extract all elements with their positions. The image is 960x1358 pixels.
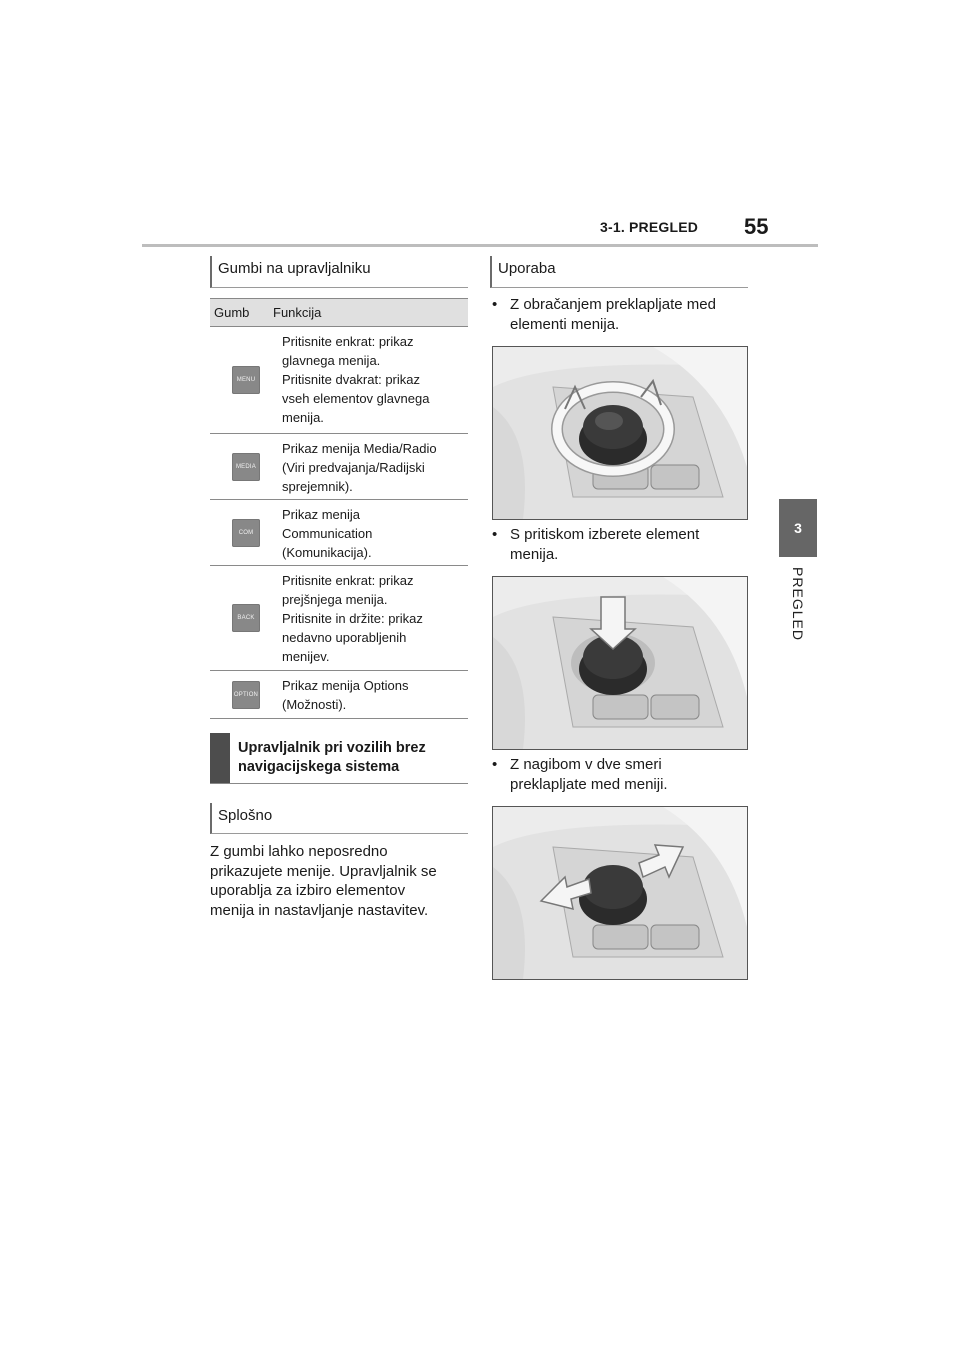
chapter-label: PREGLED xyxy=(790,567,806,641)
illustration-press xyxy=(492,576,748,750)
table-row xyxy=(210,434,468,500)
row-text: Pritisnite enkrat: prikaz xyxy=(282,573,414,588)
paragraph-line: uporablja za izbiro elementov xyxy=(210,882,406,899)
section-title: 3-1. PREGLED xyxy=(600,219,699,235)
illustration-rotate xyxy=(492,346,748,520)
row-text: (Možnosti). xyxy=(282,697,347,712)
heading-general xyxy=(210,803,468,834)
table-row xyxy=(210,566,468,671)
media-button-icon: MEDIA xyxy=(232,453,260,481)
table-row xyxy=(210,671,468,719)
row-text: prejšnjega menija. xyxy=(282,592,388,607)
row-text: Pritisnite dvakrat: prikaz xyxy=(282,372,420,387)
chapter-number: 3 xyxy=(794,520,802,536)
table-header xyxy=(210,298,468,327)
bullet-line: Z obračanjem preklapljate med xyxy=(510,296,716,313)
bullet-dot: • xyxy=(492,756,498,773)
bullet-press xyxy=(492,525,752,564)
row-text: Communication xyxy=(282,526,373,541)
buttons-table xyxy=(210,298,468,719)
general-paragraph xyxy=(210,842,472,920)
bullet-dot: • xyxy=(492,296,498,313)
bullet-line: menija. xyxy=(510,545,559,563)
chapter-label-wrap xyxy=(776,566,820,646)
table-row xyxy=(210,500,468,566)
row-text: Pritisnite in držite: prikaz xyxy=(282,611,423,626)
chapter-tab xyxy=(779,499,817,557)
row-text: nedavno uporabljenih xyxy=(282,630,407,645)
back-button-icon: BACK xyxy=(232,604,260,632)
heading-controller-no-nav xyxy=(210,733,468,784)
row-text: glavnega menija. xyxy=(282,353,381,368)
bullet-rotate xyxy=(492,295,752,334)
row-text: Prikaz menija Options xyxy=(282,678,409,693)
bullet-tilt xyxy=(492,755,752,794)
row-text: Prikaz menija xyxy=(282,507,361,522)
bullet-line: S pritiskom izberete element xyxy=(510,526,700,543)
header-rule xyxy=(142,244,818,247)
heading-line: navigacijskega sistema xyxy=(238,759,400,775)
bullet-line: elementi menija. xyxy=(510,315,620,333)
controller-tilt-image xyxy=(493,807,747,979)
row-text: Pritisnite enkrat: prikaz xyxy=(282,334,414,349)
bullet-line: preklapljate med meniji. xyxy=(510,775,668,793)
row-text: menijev. xyxy=(282,649,330,664)
table-row xyxy=(210,327,468,434)
controller-press-image xyxy=(493,577,747,749)
row-text: vseh elementov glavnega xyxy=(282,391,430,406)
paragraph-line: menija in nastavljanje nastavitev. xyxy=(210,901,429,919)
menu-button-icon: MENU xyxy=(232,366,260,394)
header-function: Funkcija xyxy=(273,305,322,320)
bullet-dot: • xyxy=(492,526,498,543)
heading-usage xyxy=(490,256,748,288)
row-text: Prikaz menija Media/Radio xyxy=(282,441,437,456)
bullet-line: Z nagibom v dve smeri xyxy=(510,756,662,773)
page-number: 55 xyxy=(744,214,769,239)
option-button-icon: OPTION xyxy=(232,681,260,709)
paragraph-line: Z gumbi lahko neposredno xyxy=(210,843,388,860)
row-text: (Viri predvajanja/Radijski xyxy=(282,460,425,475)
header-button: Gumb xyxy=(214,305,250,320)
illustration-tilt xyxy=(492,806,748,980)
controller-rotate-image xyxy=(493,347,747,519)
heading-general-text: Splošno xyxy=(218,807,273,824)
row-text: (Komunikacija). xyxy=(282,545,372,560)
heading-bar xyxy=(210,733,230,783)
com-button-icon: COM xyxy=(232,519,260,547)
paragraph-line: prikazujete menije. Upravljalnik se xyxy=(210,862,437,880)
heading-buttons-text: Gumbi na upravljalniku xyxy=(218,260,371,277)
heading-buttons xyxy=(210,256,468,288)
row-text: sprejemnik). xyxy=(282,479,353,494)
heading-line: Upravljalnik pri vozilih brez xyxy=(238,740,426,756)
row-text: menija. xyxy=(282,410,324,425)
heading-usage-text: Uporaba xyxy=(498,260,556,277)
